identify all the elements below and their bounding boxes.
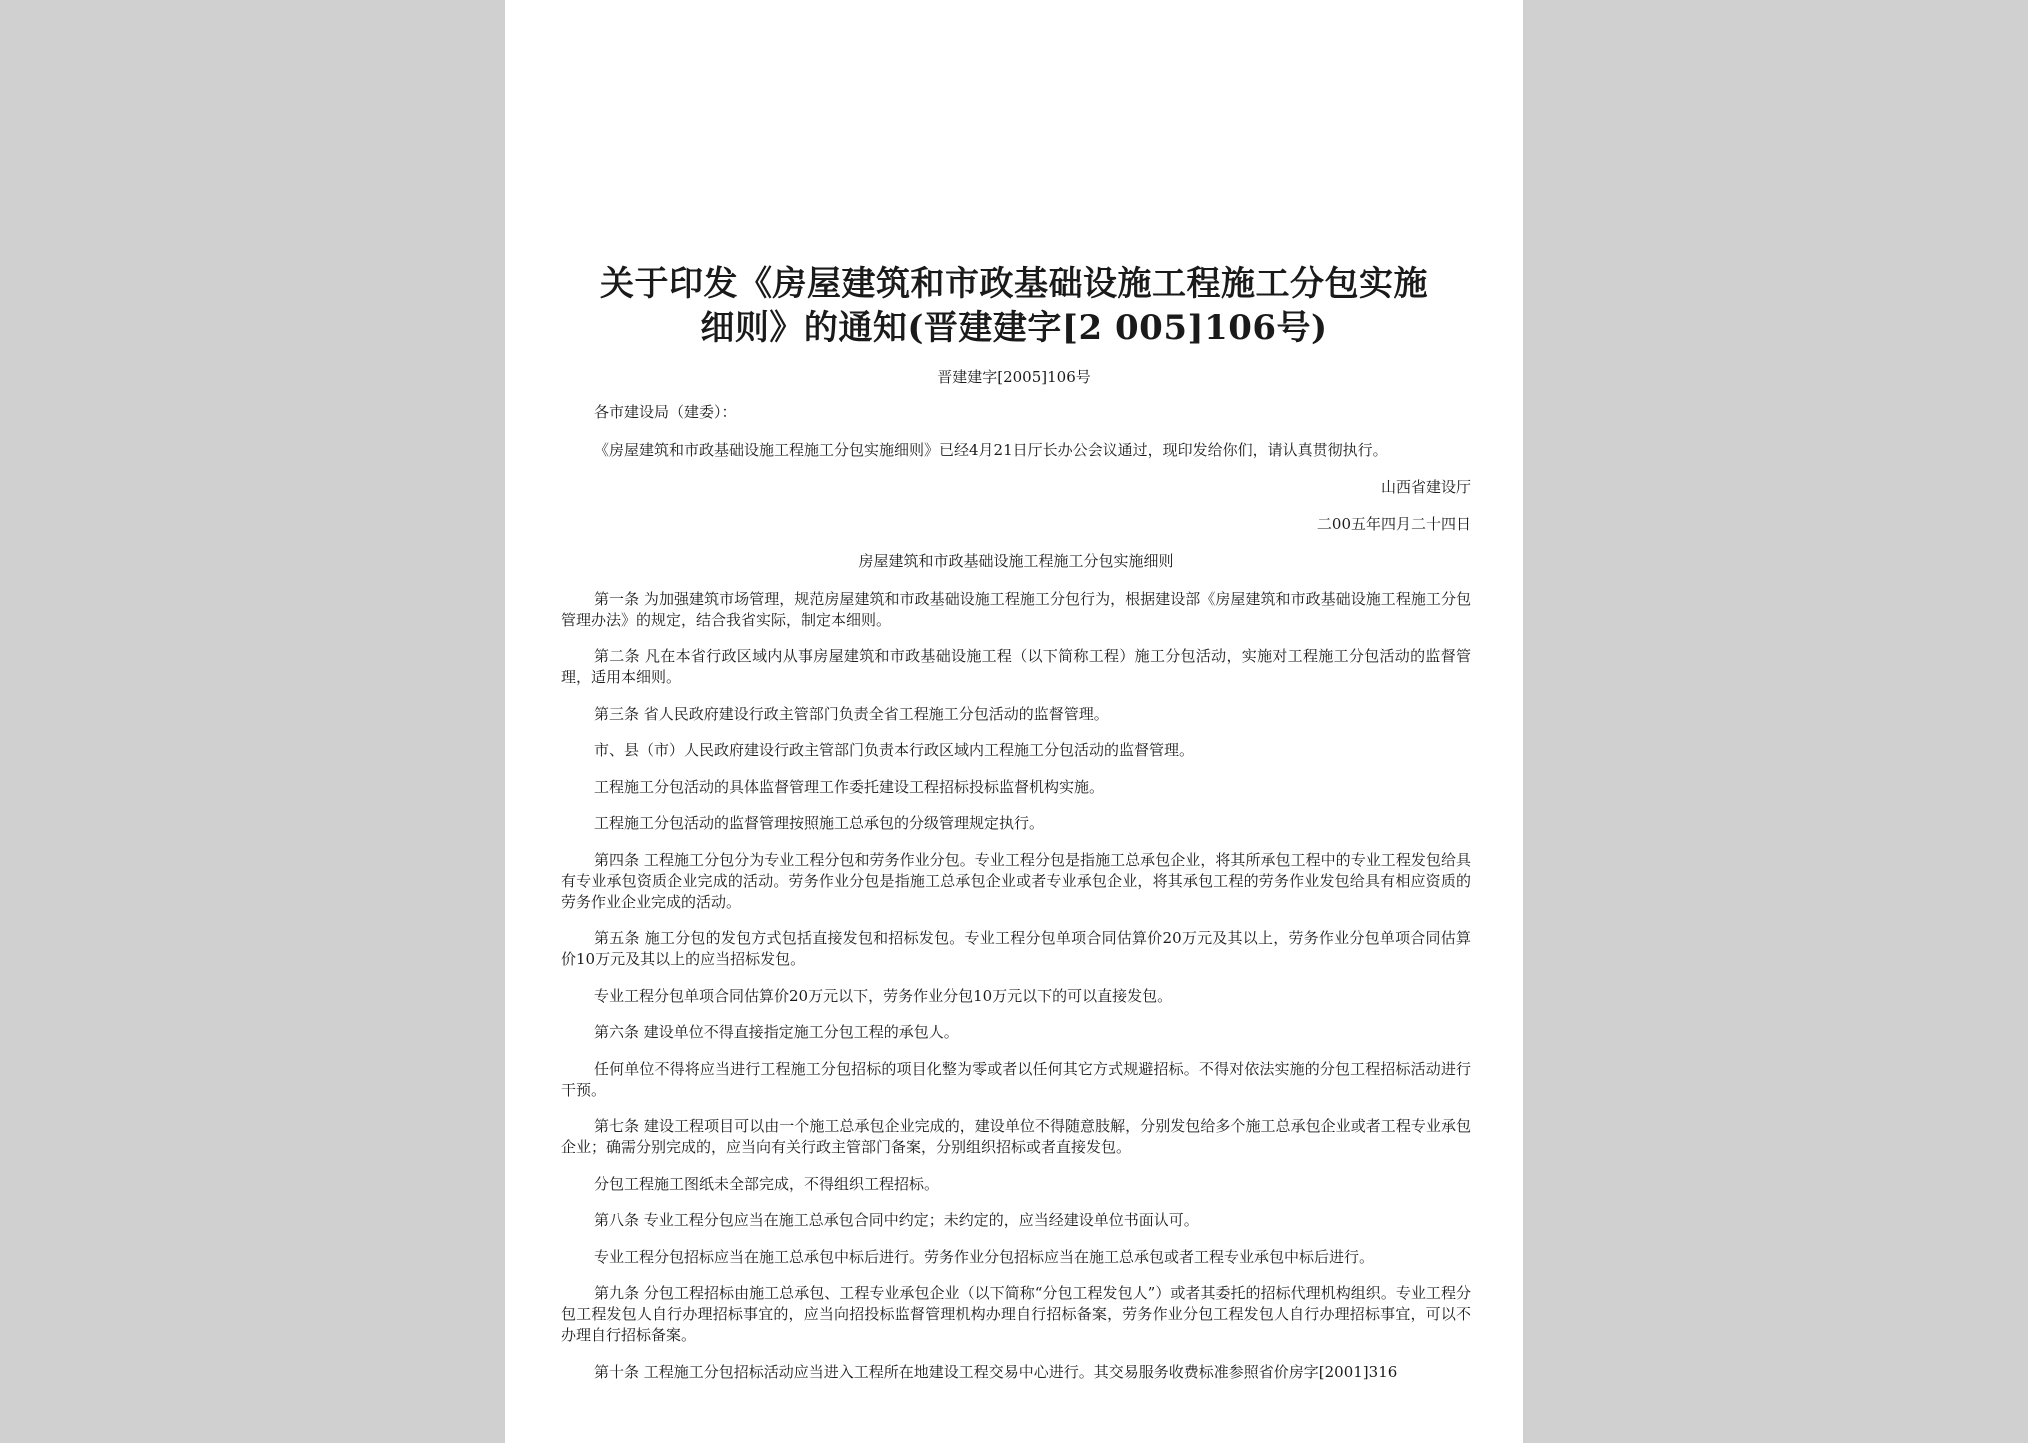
article-paragraph: 工程施工分包活动的具体监督管理工作委托建设工程招标投标监督机构实施。 <box>594 777 1105 796</box>
article-paragraph: 专业工程分包招标应当在施工总承包中标后进行。劳务作业分包招标应当在施工总承包或者工程专业承包中标后进行。 <box>594 1247 1375 1266</box>
article-paragraph: 第三条 省人民政府建设行政主管部门负责全省工程施工分包活动的监督管理。 <box>594 704 1109 723</box>
document-number: 晋建建字[2005]106号 <box>937 368 1091 386</box>
rules-subtitle: 房屋建筑和市政基础设施工程施工分包实施细则 <box>858 551 1174 570</box>
article-paragraph: 第九条 分包工程招标由施工总承包、工程专业承包企业（以下简称“分包工程发包人”）或者其委托的招标代理机构组织。专业工程分包工程发包人自行办理招标事宜的，应当向招投标监督管理机构办理自行招标备案，劳务作业分包工程发包人自行办理招标事宜，可以不办理自行招标备案。 <box>561 1284 1471 1344</box>
issuer: 山西省建设厅 <box>1380 477 1471 496</box>
title-line-2: 细则》的通知(晋建建字[2 005]106号) <box>700 308 1328 348</box>
article-paragraph: 第五条 施工分包的发包方式包括直接发包和招标发包。专业工程分包单项合同估算价20万元及其以上，劳务作业分包单项合同估算价10万元及其以上的应当招标发包。 <box>561 929 1471 968</box>
article-paragraph: 第八条 专业工程分包应当在施工总承包合同中约定；未约定的，应当经建设单位书面认可。 <box>594 1211 1199 1229</box>
document-body <box>561 402 1471 1398</box>
document-title <box>545 262 1483 350</box>
article-paragraph: 工程施工分包活动的监督管理按照施工总承包的分级管理规定执行。 <box>594 814 1045 832</box>
article-paragraph: 第七条 建设工程项目可以由一个施工总承包企业完成的，建设单位不得随意肢解，分别发包给多个施工总承包企业或者工程专业承包企业；确需分别完成的，应当向有关行政主管部门备案，分别组织招标或者直接发包。 <box>561 1117 1471 1156</box>
article-paragraph: 任何单位不得将应当进行工程施工分包招标的项目化整为零或者以任何其它方式规避招标。不得对依法实施的分包工程招标活动进行干预。 <box>561 1059 1471 1099</box>
article-paragraph: 分包工程施工图纸未全部完成，不得组织工程招标。 <box>594 1174 940 1193</box>
article-paragraph: 第十条 工程施工分包招标活动应当进入工程所在地建设工程交易中心进行。其交易服务收费标准参照省价房字[2001]316 <box>594 1362 1398 1381</box>
article-paragraph: 第一条 为加强建筑市场管理，规范房屋建筑和市政基础设施工程施工分包行为，根据建设部《房屋建筑和市政基础设施工程施工分包管理办法》的规定，结合我省实际，制定本细则。 <box>561 589 1471 629</box>
article-paragraph: 市、县（市）人民政府建设行政主管部门负责本行政区域内工程施工分包活动的监督管理。 <box>594 741 1195 759</box>
salutation: 各市建设局（建委）： <box>594 403 737 421</box>
issue-date: 二00五年四月二十四日 <box>1316 514 1471 533</box>
article-paragraph: 第四条 工程施工分包分为专业工程分包和劳务作业分包。专业工程分包是指施工总承包企业，将其所承包工程中的专业工程发包给具有专业承包资质企业完成的活动。劳务作业分包是指施工总承包企业或者专业承包企业，将其承包工程的劳务作业发包给具有相应资质的劳务作业企业完成的活动。 <box>561 850 1471 911</box>
article-paragraph: 专业工程分包单项合同估算价20万元以下，劳务作业分包10万元以下的可以直接发包。 <box>594 986 1173 1005</box>
article-paragraph: 第六条 建设单位不得直接指定施工分包工程的承包人。 <box>594 1023 959 1041</box>
document-page <box>505 0 1523 1443</box>
article-paragraph: 第二条 凡在本省行政区域内从事房屋建筑和市政基础设施工程（以下简称工程）施工分包活动，实施对工程施工分包活动的监督管理，适用本细则。 <box>561 647 1471 686</box>
title-line-1: 关于印发《房屋建筑和市政基础设施工程施工分包实施 <box>600 264 1428 304</box>
intro-paragraph: 《房屋建筑和市政基础设施工程施工分包实施细则》已经4月21日厅长办公会议通过，现印发给你们，请认真贯彻执行。 <box>594 441 1388 459</box>
